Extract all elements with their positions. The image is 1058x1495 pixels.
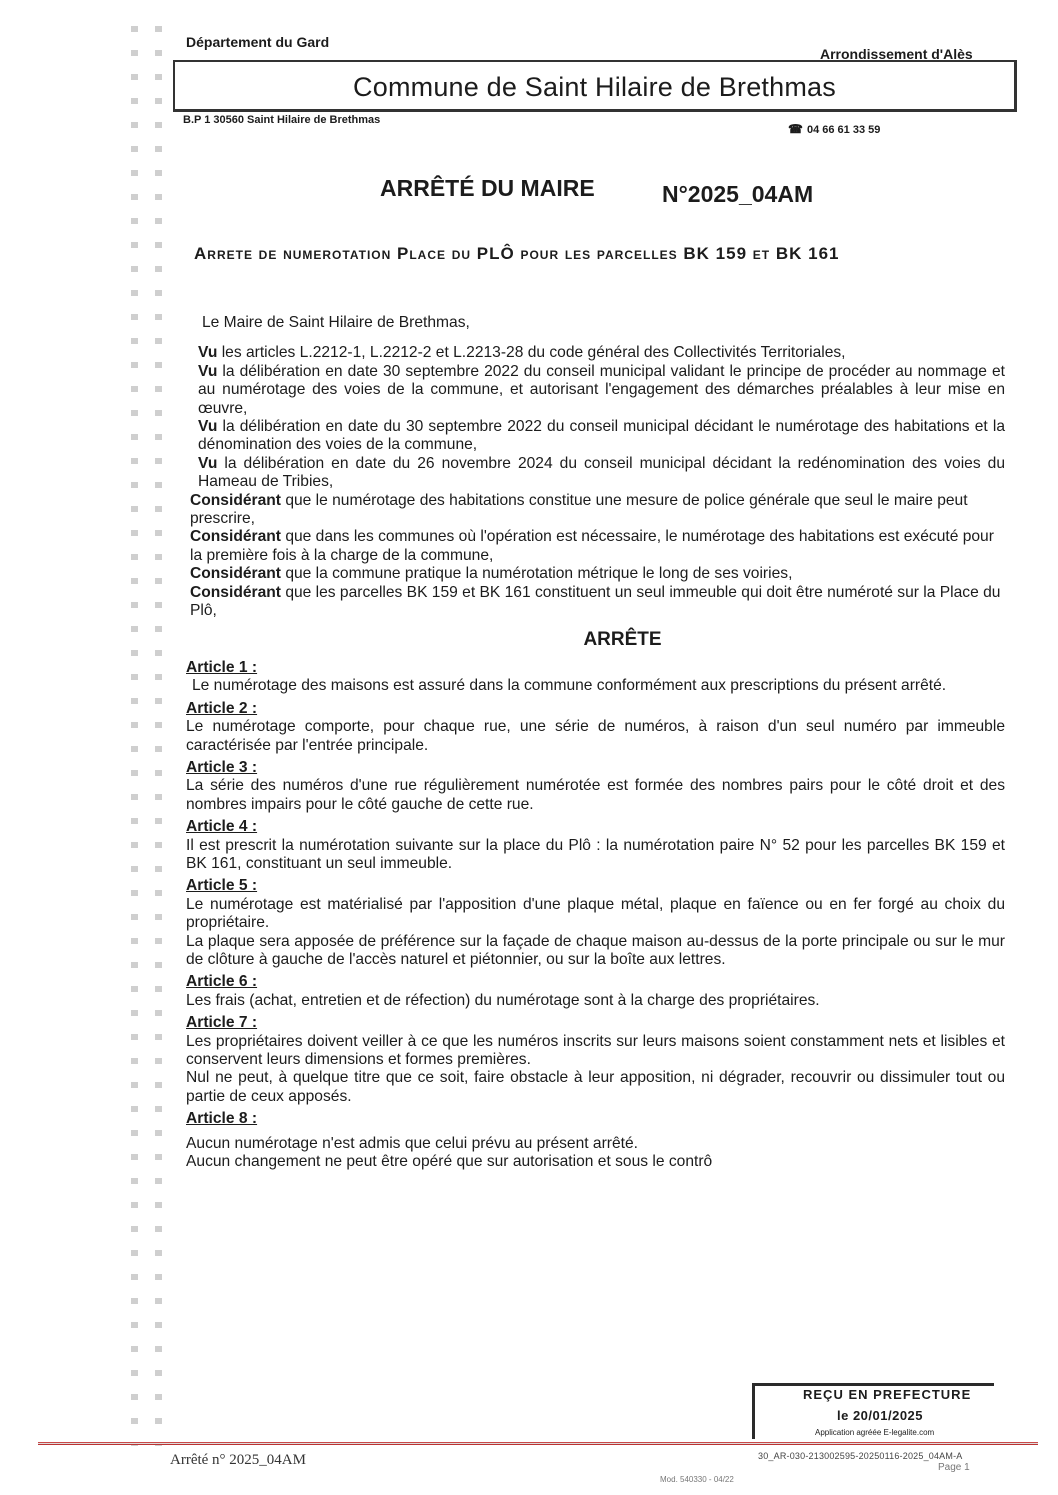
article xyxy=(186,696,1005,755)
arrete-heading: ARRÊTE xyxy=(583,628,662,650)
arrondissement-label: Arrondissement d'Alès xyxy=(820,46,973,62)
department-label: Département du Gard xyxy=(186,34,330,50)
vu-item: Vu la délibération en date du 30 septembre 2022 du conseil municipal décidant le numérotage des habitations et la dénomination des voies de la commune, xyxy=(198,418,1005,454)
prefecture-stamp xyxy=(752,1383,994,1439)
stamp-title: REÇU EN PREFECTURE xyxy=(803,1387,972,1402)
article-paragraph: Il est prescrit la numérotation suivante sur la place du Plô : la numérotation paire N° 52 pour les parcelles BK 159 et BK 161, constituant un seul immeuble. xyxy=(186,836,1005,872)
vu-list xyxy=(170,344,1005,491)
perforation-margin-left xyxy=(131,26,138,1446)
postal-address: B.P 1 30560 Saint Hilaire de Brethmas xyxy=(183,114,381,126)
footer-model: Mod. 540330 - 04/22 xyxy=(660,1475,734,1484)
stamp-application: Application agréée E-legalite.com xyxy=(815,1428,935,1437)
phone-number xyxy=(788,122,880,136)
phone-text: 04 66 61 33 59 xyxy=(806,124,881,136)
considerant-list xyxy=(170,492,1005,621)
document-number: N°2025_04AM xyxy=(662,181,814,207)
articles-list xyxy=(170,655,1005,1172)
article xyxy=(186,755,1005,814)
article-paragraph: La série des numéros d'une rue régulièrement numérotée est formée des nombres pairs pour le côté droit et des nombres impairs pour le côté gauche de cette rue. xyxy=(186,777,1005,813)
considerant-item: Considérant que les parcelles BK 159 et BK 161 constituent un seul immeuble qui doit être numéroté sur la Place du Plô, xyxy=(190,583,1001,620)
article-label: Article 2 : xyxy=(186,699,258,717)
article-label: Article 6 : xyxy=(186,973,258,991)
document-subtitle: Arrete de numerotation Place du PLÔ pour les parcelles BK 159 et BK 161 xyxy=(194,244,840,263)
commune-banner xyxy=(173,60,1017,112)
article-label: Article 8 : xyxy=(186,1110,258,1128)
article xyxy=(186,873,1005,969)
vu-item: Vu les articles L.2212-1, L.2212-2 et L.2213-28 du code général des Collectivités Territoriales, xyxy=(198,344,846,362)
footer-arrete-number: Arrêté n° 2025_04AM xyxy=(170,1452,306,1468)
article-paragraph: Aucun changement ne peut être opéré que sur autorisation et sous le contrô xyxy=(186,1153,713,1171)
commune-name: Commune de Saint Hilaire de Brethmas xyxy=(353,72,836,102)
article-label: Article 7 : xyxy=(186,1014,258,1032)
footer-page-number: Page 1 xyxy=(938,1462,970,1473)
article-paragraph: La plaque sera apposée de préférence sur la façade de chaque maison au-dessus de la porte principale ou sur le mur de clôture à gauche de l'accès naturel et piétonnier, ou sur la boîte aux lettres. xyxy=(186,932,1005,968)
article xyxy=(186,1106,1005,1171)
article-label: Article 5 : xyxy=(186,877,258,895)
document-title: ARRÊTÉ DU MAIRE xyxy=(380,175,595,201)
stamp-date: le 20/01/2025 xyxy=(837,1408,924,1423)
article-label: Article 4 : xyxy=(186,818,258,836)
article-paragraph: Les propriétaires doivent veiller à ce que les numéros inscrits sur leurs maisons soient constamment nets et lisibles et conservent leurs dimensions et formes premières. xyxy=(186,1032,1005,1069)
article-paragraph: Aucun numérotage n'est admis que celui prévu au présent arrêté. xyxy=(186,1134,638,1152)
article-paragraph: Le numérotage est matérialisé par l'apposition d'une plaque métal, plaque en faïence ou en fer forgé au choix du propriétaire. xyxy=(186,895,1005,932)
preamble-intro: Le Maire de Saint Hilaire de Brethmas, xyxy=(202,314,470,331)
considerant-item: Considérant que la commune pratique la numérotation métrique le long de ses voiries, xyxy=(190,565,793,583)
phone-icon: ☎ xyxy=(788,122,803,136)
document-body xyxy=(170,314,1005,1171)
considerant-item: Considérant que dans les communes où l'opération est nécessaire, le numérotage des habitations est exécuté pour la première fois à la charge de la commune, xyxy=(190,528,994,564)
considerant-item: Considérant que le numérotage des habitations constitue une mesure de police générale que seul le maire peut prescrire, xyxy=(190,491,968,528)
vu-item: Vu la délibération en date du 26 novembre 2024 du conseil municipal décidant la redénomination des voies du Hameau de Tribies, xyxy=(198,454,1005,491)
article-paragraph: Le numérotage des maisons est assuré dans la commune conformément aux prescriptions du présent arrêté. xyxy=(192,677,947,695)
perforation-margin-right xyxy=(155,26,162,1446)
article xyxy=(186,969,1005,1010)
article-paragraph: Nul ne peut, à quelque titre que ce soit, faire obstacle à leur apposition, ni dégrader, recouvrir ou dissimuler tout ou partie de ceux apposés. xyxy=(186,1069,1005,1105)
article-label: Article 1 : xyxy=(186,658,258,676)
article xyxy=(186,814,1005,873)
article xyxy=(186,655,1005,696)
article-label: Article 3 : xyxy=(186,758,258,776)
article-paragraph: Le numérotage comporte, pour chaque rue, une série de numéros, à raison d'un seul numéro par immeuble caractérisée par l'entrée principale. xyxy=(186,718,1005,754)
footer-reference: 30_AR-030-213002595-20250116-2025_04AM-A xyxy=(758,1451,963,1461)
footer-rule xyxy=(38,1442,1038,1445)
article xyxy=(186,1010,1005,1106)
vu-item: Vu la délibération en date 30 septembre 2022 du conseil municipal validant le principe de procéder au nommage et au numérotage des voies de la commune, et autorisant l'engagement des démarches préalables à leur mise en œuvre, xyxy=(198,362,1005,417)
article-paragraph: Les frais (achat, entretien et de réfection) du numérotage sont à la charge des propriétaires. xyxy=(186,991,820,1009)
